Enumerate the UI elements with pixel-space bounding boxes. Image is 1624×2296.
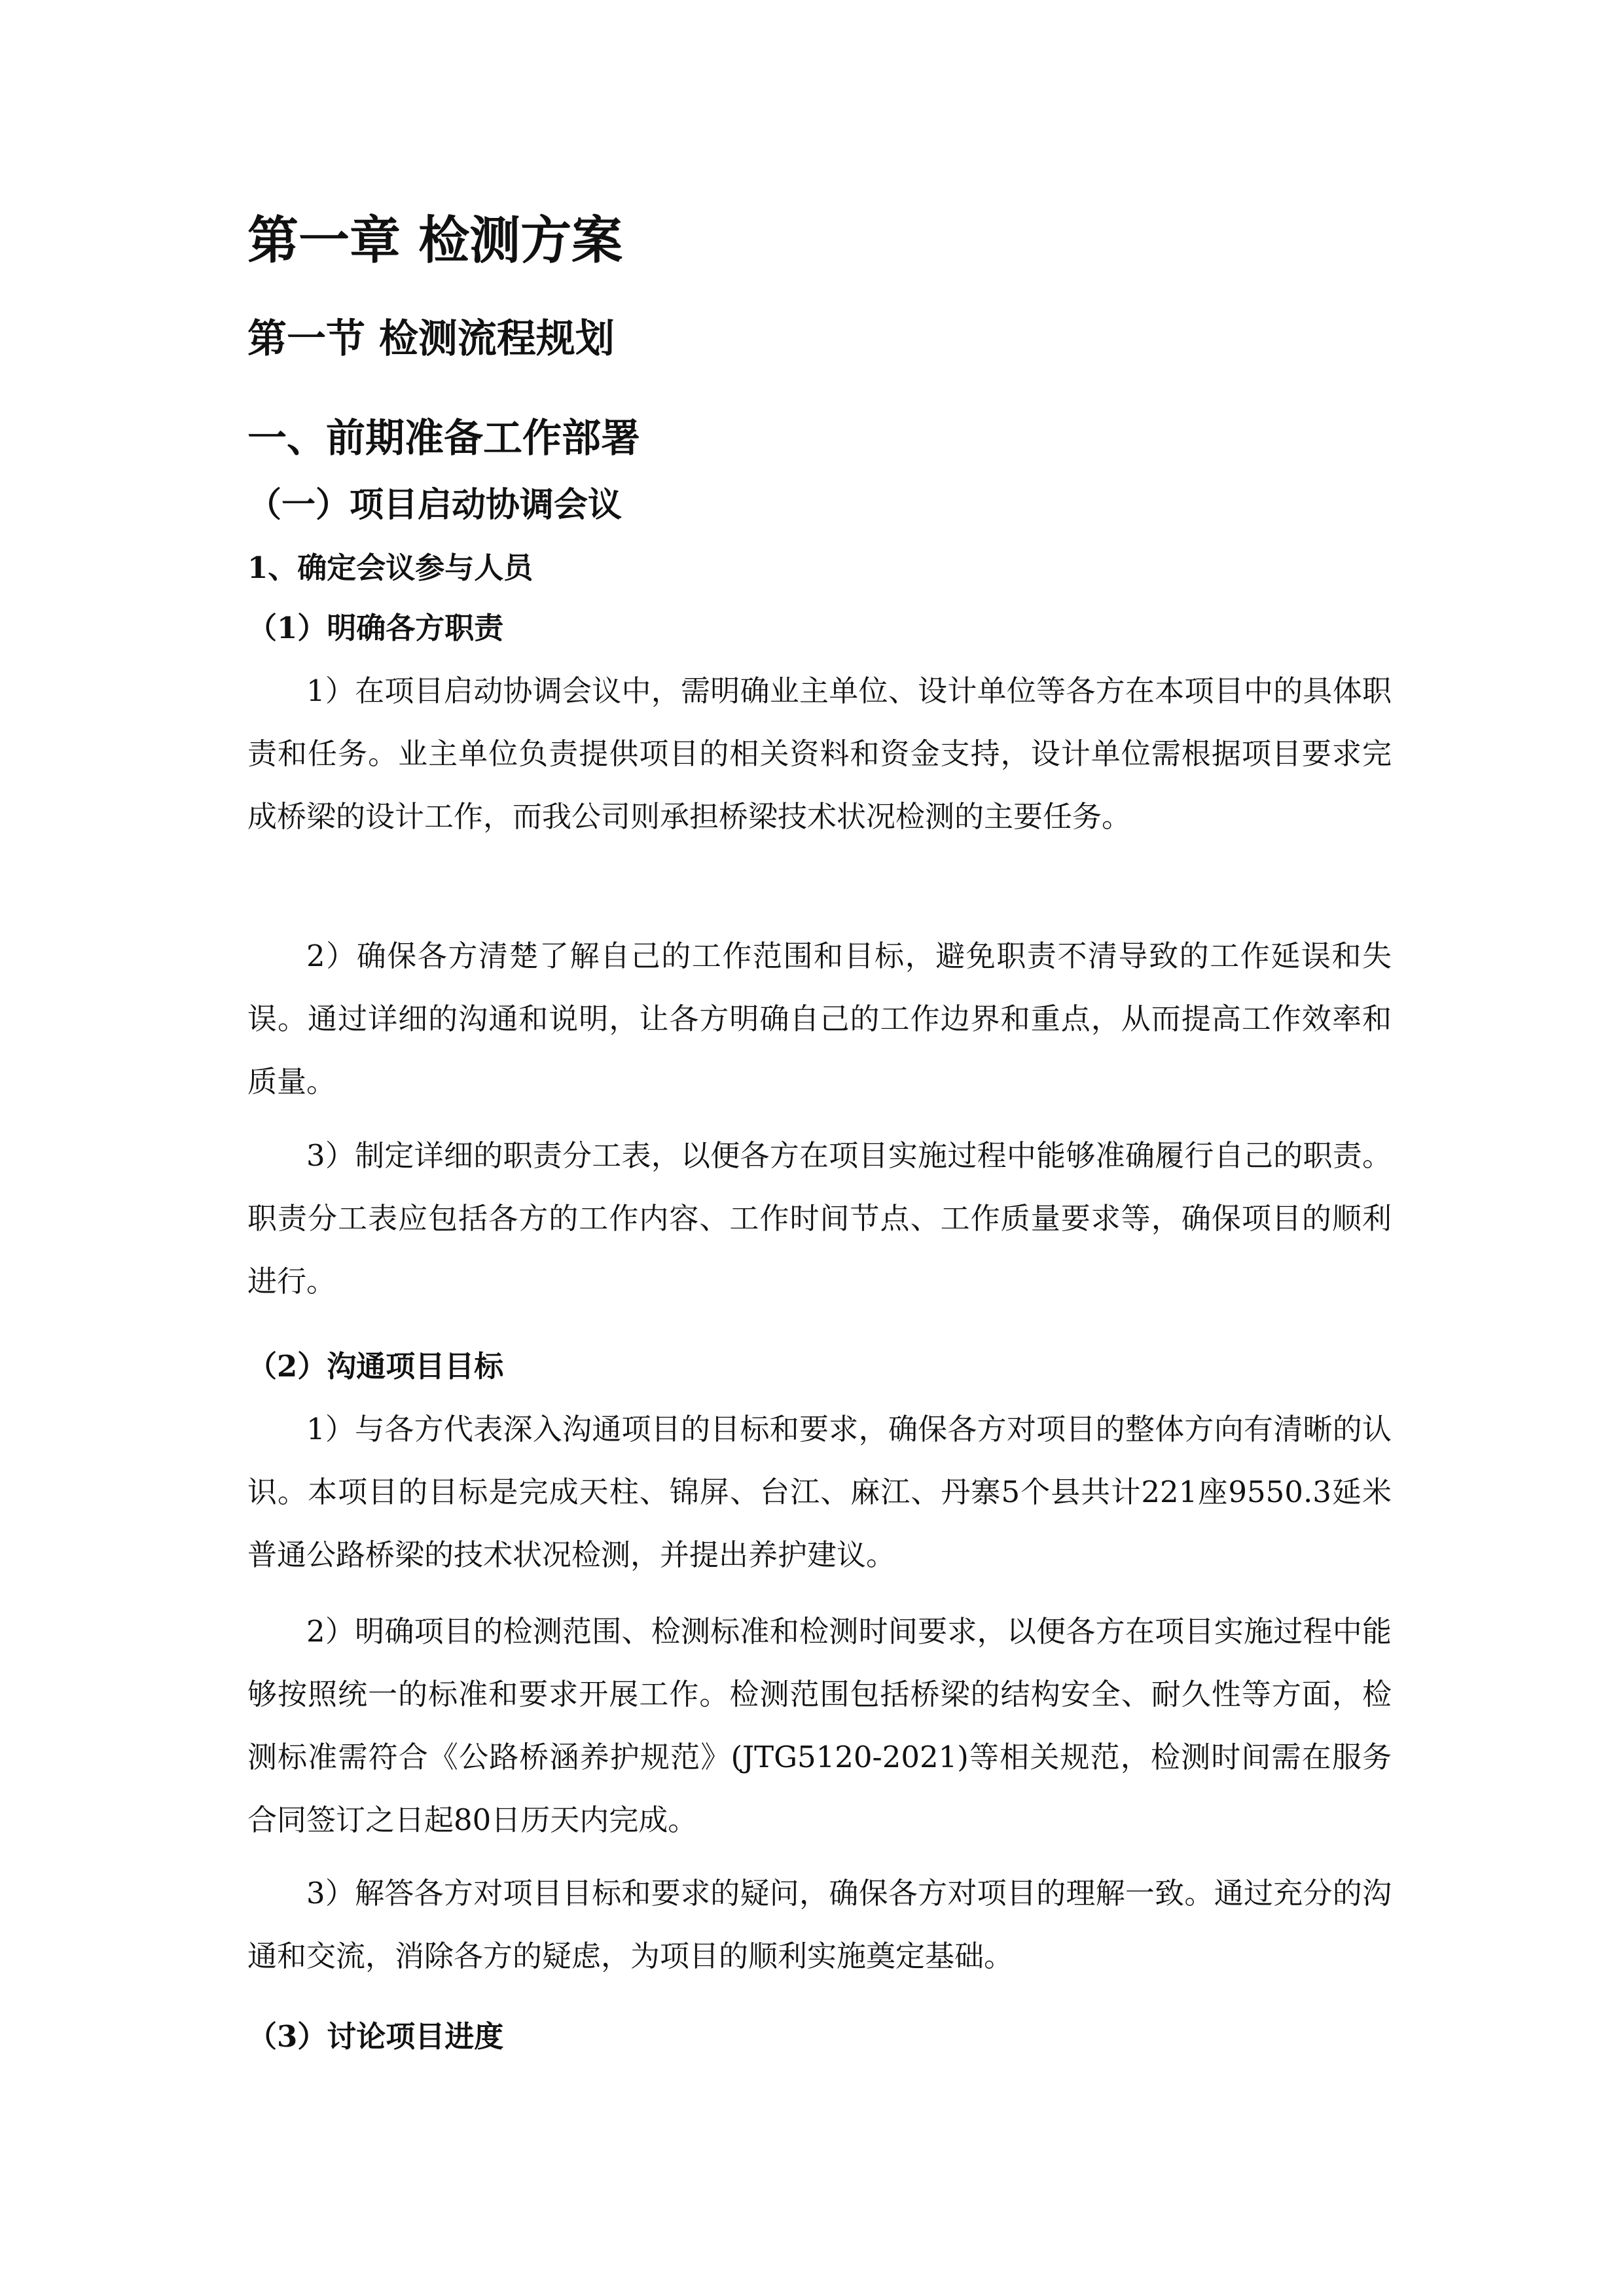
section-title: 第一节 检测流程规划 xyxy=(247,316,615,362)
paragraph: 2）确保各方清楚了解自己的工作范围和目标，避免职责不清导致的工作延误和失误。通过详细的沟通和说明，让各方明确自己的工作边界和重点，从而提高工作效率和质量。 xyxy=(247,939,1392,1099)
subpart-title: （一）项目启动协调会议 xyxy=(247,485,623,525)
chapter-title: 第一章 检测方案 xyxy=(247,211,623,270)
paragraph: 1）与各方代表深入沟通项目的目标和要求，确保各方对项目的整体方向有清晰的认识。本项目的目标是完成天柱、锦屏、台江、麻江、丹寨5个县共计221座9550.3延米普通公路桥梁的技术状况检测，并提出养护建议。 xyxy=(247,1412,1392,1572)
block-title-responsibilities: （1）明确各方职责 xyxy=(247,611,504,645)
paragraph: 1）在项目启动协调会议中，需明确业主单位、设计单位等各方在本项目中的具体职责和任务。业主单位负责提供项目的相关资料和资金支持，设计单位需根据项目要求完成桥梁的设计工作，而我公司则承担桥梁技术状况检测的主要任务。 xyxy=(247,673,1392,834)
block-title-goals: （2）沟通项目目标 xyxy=(247,1349,504,1384)
part-title: 一、前期准备工作部署 xyxy=(247,416,640,461)
paragraph: 3）解答各方对项目目标和要求的疑问，确保各方对项目的理解一致。通过充分的沟通和交流，消除各方的疑虑，为项目的顺利实施奠定基础。 xyxy=(247,1876,1392,1973)
paragraph: 3）制定详细的职责分工表，以便各方在项目实施过程中能够准确履行自己的职责。职责分工表应包括各方的工作内容、工作时间节点、工作质量要求等，确保项目的顺利进行。 xyxy=(247,1138,1392,1299)
paragraph: 2）明确项目的检测范围、检测标准和检测时间要求，以便各方在项目实施过程中能够按照统一的标准和要求开展工作。检测范围包括桥梁的结构安全、耐久性等方面，检测标准需符合《公路桥涵养护规范》(JTG5120-2021)等相关规范，检测时间需在服务合同签订之日起80日历天内完成。 xyxy=(247,1614,1392,1837)
item-title: 1、确定会议参与人员 xyxy=(247,550,533,585)
block-title-schedule: （3）讨论项目进度 xyxy=(247,2019,504,2054)
